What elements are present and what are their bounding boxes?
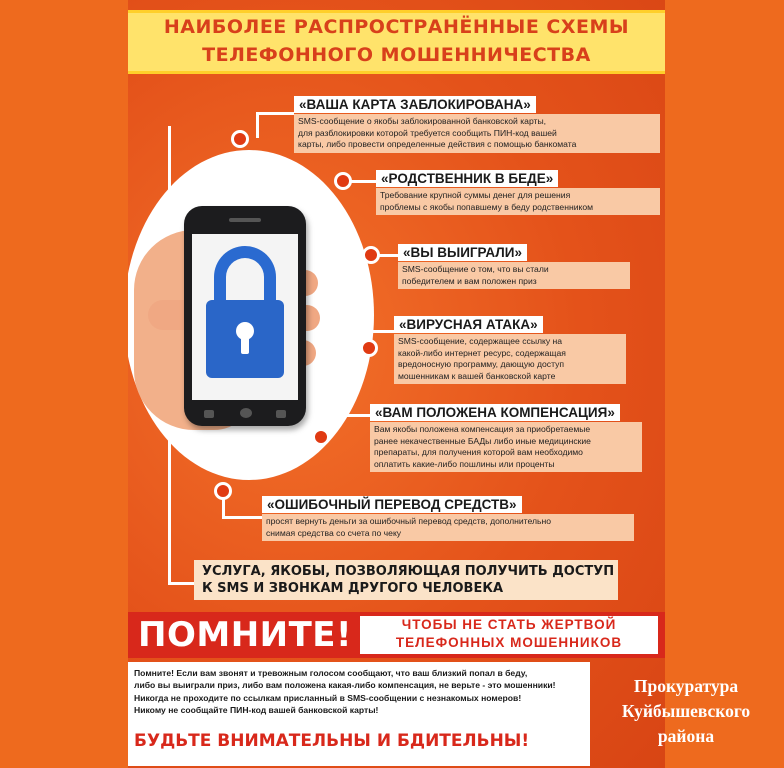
scheme-you-won	[398, 244, 630, 289]
scheme-description	[394, 334, 626, 384]
remember-subtitle	[360, 616, 658, 654]
scheme-title: «ВАША КАРТА ЗАБЛОКИРОВАНА»	[294, 96, 536, 113]
desc-line: SMS-сообщение о том, что вы стали	[402, 264, 549, 274]
desc-line: препараты, для получения которой вам необходимо	[374, 447, 583, 457]
scheme-compensation	[370, 404, 642, 472]
caption-line-3: района	[657, 726, 715, 746]
warning-line: Никогда не проходите по ссылкам присланный в SMS-сообщении с незнакомых номеров!	[134, 692, 522, 703]
last-scheme-line-1: УСЛУГА, ЯКОБЫ, ПОЗВОЛЯЮЩАЯ ПОЛУЧИТЬ ДОСТУП	[202, 564, 615, 579]
bullet-dot-4	[360, 339, 378, 357]
scheme-wrong-transfer	[262, 496, 634, 541]
bullet-dot-6	[214, 482, 232, 500]
poster-header	[128, 10, 665, 74]
smartphone	[184, 206, 306, 426]
header-line-2: ТЕЛЕФОННОГО МОШЕННИЧЕСТВА	[202, 44, 591, 66]
connector-6	[222, 498, 225, 518]
phone-screen	[192, 234, 298, 400]
connector-5	[332, 414, 370, 417]
desc-line: оплатить какие-либо пошлины или проценты	[374, 458, 555, 469]
scheme-title: «ВЫ ВЫИГРАЛИ»	[398, 244, 527, 261]
remember-line-2: ТЕЛЕФОННЫХ МОШЕННИКОВ	[395, 635, 623, 650]
remember-line-1: ЧТОБЫ НЕ СТАТЬ ЖЕРТВОЙ	[401, 617, 617, 632]
warning-line: Помните! Если вам звонят и тревожным голосом сообщают, что ваш близкий попал в беду,	[134, 668, 528, 678]
phone-speaker	[229, 218, 261, 222]
connector-4	[372, 330, 396, 333]
scheme-description	[376, 188, 660, 215]
desc-line: какой-либо интернет ресурс, содержащая	[398, 347, 566, 358]
last-scheme-line-2: К SMS И ЗВОНКАМ ДРУГОГО ЧЕЛОВЕКА	[202, 581, 504, 596]
phone-back-button	[204, 410, 214, 418]
bullet-dot-5	[312, 428, 330, 446]
phone-menu-button	[276, 410, 286, 418]
scheme-relative-in-trouble	[376, 170, 660, 215]
scheme-title: «ОШИБОЧНЫЙ ПЕРЕВОД СРЕДСТВ»	[262, 496, 522, 513]
scheme-description	[294, 114, 660, 153]
warning-line: либо вы выиграли приз, либо вам положена какая-либо компенсация, не верьте - это мошенники!	[134, 680, 556, 691]
caption-line-2: Куйбышевского	[621, 701, 751, 721]
desc-line: ранее некачественные БАДы либо иные медицинские	[374, 435, 591, 446]
warning-block	[128, 662, 590, 766]
keyhole-slot	[241, 334, 249, 354]
desc-line: Вам якобы положена компенсация за приобретаемые	[374, 424, 591, 434]
scheme-virus-attack	[394, 316, 626, 384]
bullet-dot-1	[231, 130, 249, 148]
desc-line: победителем и вам положен приз	[402, 275, 537, 286]
scheme-card-blocked	[294, 96, 660, 153]
desc-line: проблемы с якобы попавшему в беду родственником	[380, 201, 594, 212]
fraud-poster	[128, 0, 665, 768]
desc-line: SMS-сообщение, содержащее ссылку на	[398, 336, 563, 346]
scheme-title: «ВАМ ПОЛОЖЕНА КОМПЕНСАЦИЯ»	[370, 404, 620, 421]
caption-line-1: Прокуратура	[633, 676, 739, 696]
desc-line: снимая средства со счета по чеку	[266, 527, 402, 538]
desc-line: карты, либо провести определенные действия с помощью банкомата	[298, 139, 577, 149]
remember-banner	[128, 612, 665, 658]
desc-line: Требование крупной суммы денег для решения	[380, 190, 571, 200]
remember-word: ПОМНИТЕ!	[138, 615, 353, 655]
scheme-sms-access-service	[194, 560, 618, 600]
lock-icon	[206, 300, 284, 378]
phone-home-button	[240, 408, 252, 418]
desc-line: вредоносную программу, дающую доступ	[398, 359, 565, 369]
desc-line: для разблокировки которой требуется сообщить ПИН-код вашей	[298, 127, 557, 138]
desc-line: мошенникам к вашей банковской карте	[398, 370, 556, 381]
scheme-description	[398, 262, 630, 289]
connector-1	[256, 112, 294, 115]
desc-line: просят вернуть деньги за ошибочный перевод средств, дополнительно	[266, 516, 552, 526]
header-line-1: НАИБОЛЕЕ РАСПРОСТРАНЁННЫЕ СХЕМЫ	[163, 16, 630, 38]
scheme-description	[370, 422, 642, 472]
bullet-dot-3	[362, 246, 380, 264]
scheme-description	[262, 514, 634, 541]
connector-6-h	[222, 516, 262, 519]
slogan: БУДЬТЕ ВНИМАТЕЛЬНЫ И БДИТЕЛЬНЫ!	[134, 731, 530, 751]
scheme-title: «РОДСТВЕННИК В БЕДЕ»	[376, 170, 558, 187]
warning-line: Никому не сообщайте ПИН-код вашей банковской карты!	[134, 705, 379, 716]
scheme-title: «ВИРУСНАЯ АТАКА»	[394, 316, 543, 333]
bullet-dot-2	[334, 172, 352, 190]
prosecutor-caption	[598, 674, 774, 749]
connector-1-drop	[256, 112, 259, 138]
desc-line: SMS-сообщение о якобы заблокированной банковской карты,	[298, 116, 547, 126]
